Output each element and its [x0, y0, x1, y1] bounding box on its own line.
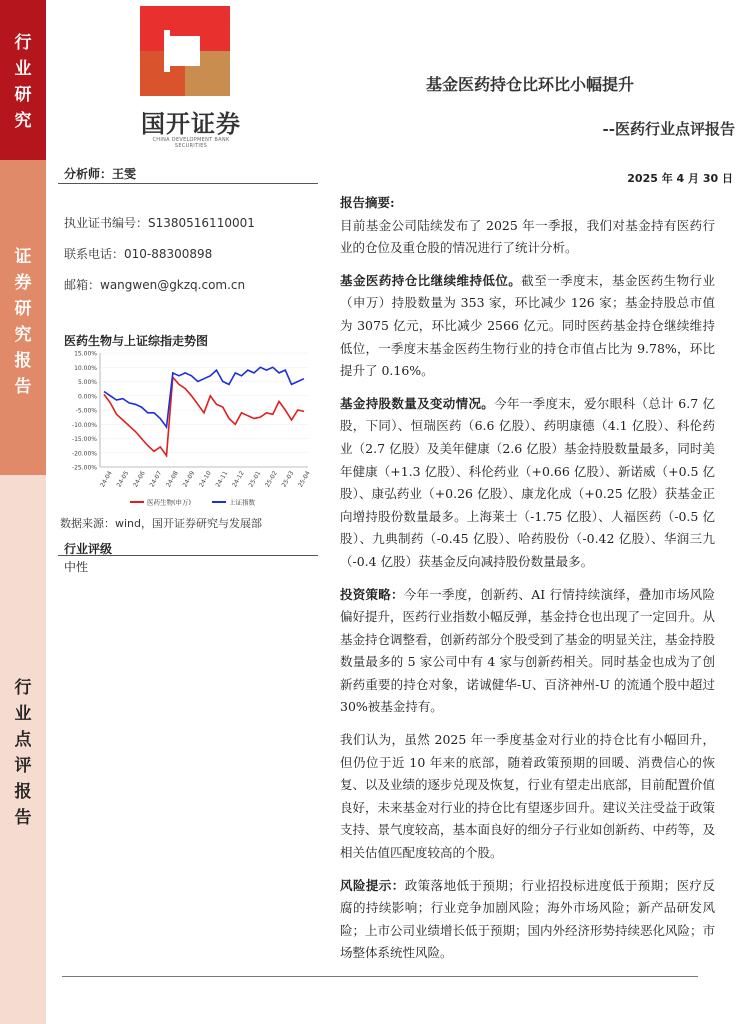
- paragraph-share-changes: 基金持股数量及变动情况。今年一季度末，爱尔眼科（总计 6.7 亿股，下同）、恒瑞医药（6.6 亿股）、药明康德（4.1 亿股）、科伦药业（2.7 亿股）及美年健康（2.6 亿股）基金持股数量最多，同时美年健康（+1.3 亿股）、科伦药业（+0.66 亿股）、新诺威（+0.5 亿股）、康弘药业（+0.26 亿股）、康龙化成（+0.25 亿股）获基金正向增持股份数量最多。上海莱士（-1.75 亿股）、人福医药（-0.5 亿股）、九典制药（-0.45 亿股）、哈药股份（-0.42 亿股）、华润三九（-0.4 亿股）获基金反向减持股份数量最多。: [340, 395, 715, 569]
- sidebar-bottom: [0, 475, 46, 1024]
- y-tick-label: -25.00%: [71, 464, 97, 472]
- series-line: [104, 367, 304, 427]
- y-tick-label: -10.00%: [71, 421, 97, 429]
- legend-label: 上证指数: [229, 498, 255, 507]
- rating-value: 中性: [64, 560, 89, 574]
- paragraph-holdings: 基金医药持仓比继续维持低位。截至一季度末，基金医药生物行业（申万）持股数量为 353 家，环比减少 126 家；基金持股总市值为 3075 亿元，环比减少 2566 亿元。同时医药基金持仓继续维持低位，一季度末基金医药生物行业的持仓市值占比为 9.78%，环比提升了 0.16%。: [340, 272, 715, 379]
- paragraph-risks: 风险提示：政策落地低于预期；行业招投标进度低于预期；医疗反腐的持续影响；行业竞争加剧风险；海外市场风险；新产品研发风险；上市公司业绩增长低于预期；国内外经济形势持续恶化风险；市场整体系统性风险。: [340, 877, 716, 961]
- paragraph-heading: 基金医药持仓比继续维持低位。: [340, 272, 522, 288]
- x-tick-label: 24-08: [165, 469, 180, 489]
- paragraph-heading: 风险提示：: [340, 877, 405, 893]
- company-logo: [130, 6, 250, 149]
- paragraph-heading: 基金持股数量及变动情况。: [340, 395, 495, 411]
- summary-heading: 报告摘要:: [340, 195, 395, 210]
- divider: [58, 555, 318, 556]
- logo-name: 国开证券: [141, 109, 241, 138]
- x-tick-label: 24-07: [148, 469, 164, 489]
- sidebar-middle-label: 证 券 研 究 报 告: [14, 247, 32, 397]
- chart-title: 医药生物与上证综指走势图: [64, 334, 209, 348]
- x-tick-label: 24-12: [231, 469, 246, 489]
- x-tick-label: 25-01: [247, 469, 263, 489]
- y-tick-label: -15.00%: [71, 436, 97, 443]
- x-tick-label: 24-10: [198, 469, 213, 489]
- phone-number: 联系电话：010-88300898: [64, 247, 213, 261]
- rating-title: 行业评级: [64, 542, 113, 556]
- x-tick-label: 24-09: [181, 469, 197, 489]
- x-tick-label: 24-06: [132, 469, 147, 489]
- sidebar-top-label: 行 业 研 究: [14, 33, 32, 131]
- paragraph-outlook: 我们认为，虽然 2025 年一季度基金对行业的持仓比有小幅回升，但仍位于近 10 年来的底部，随着政策预期的回暖、消费信心的恢复、以及业绩的逐步兑现及恢复，行业有望走出底部，目前配置价值良好，未来基金对行业的持仓比有望逐步回升。建议关注受益于政策支持、景气度较高，基本面良好的细分子行业如创新药、中药等，及相关估值匹配度较高的个股。: [340, 732, 716, 861]
- cert-number: 执业证书编号：S1380516110001: [64, 216, 255, 230]
- legend-label: 医药生物(申万): [147, 498, 192, 507]
- footer-divider: [62, 976, 698, 977]
- chart-source: 数据来源：wind，国开证券研究与发展部: [60, 517, 263, 530]
- series-line: [104, 377, 304, 455]
- x-tick-label: 24-04: [99, 469, 114, 489]
- x-tick-label: 25-04: [297, 469, 312, 489]
- report-body: [340, 192, 715, 975]
- x-tick-label: 24-11: [214, 469, 230, 489]
- logo-mark-icon: [140, 6, 230, 96]
- logo-subtitle: CHINA DEVELOPMENT BANK SECURITIES: [152, 137, 230, 149]
- analyst-name: 分析师：王雯: [64, 167, 137, 181]
- y-tick-label: 15.00%: [74, 350, 97, 358]
- y-tick-label: -20.00%: [71, 450, 97, 458]
- y-tick-label: 5.00%: [77, 379, 97, 386]
- paragraph-strategy: 投资策略：今年一季度，创新药、AI 行情持续演绎，叠加市场风险偏好提升，医药行业指数小幅反弹，基金持仓也出现了一定回升。从基金持仓调整看，创新药部分个股受到了基金的明显关注，基金持股数量最多的 5 家公司中有 4 家与创新药相关。同时基金也成为了创新药重要的持仓对象，诺诚健华-U、百济神州-U 的流通个股中超过 30%被基金持有。: [340, 586, 716, 715]
- trend-chart-svg: [58, 347, 315, 512]
- paragraph-heading: 投资策略：: [340, 586, 404, 602]
- sidebar-middle: [0, 160, 46, 475]
- y-tick-label: -5.00%: [75, 407, 97, 415]
- trend-chart: [58, 347, 315, 512]
- y-tick-label: 10.00%: [74, 364, 97, 372]
- x-tick-label: 25-02: [264, 469, 279, 489]
- report-title: 基金医药持仓比环比小幅提升: [425, 75, 634, 94]
- report-date: 2025 年 4 月 30 日: [627, 172, 733, 185]
- paragraph-intro: 目前基金公司陆续发布了 2025 年一季报，我们对基金持有医药行业的仓位及重仓股的情况进行了统计分析。: [340, 217, 715, 256]
- divider: [58, 183, 318, 184]
- email-address[interactable]: 邮箱：wangwen@gkzq.com.cn: [64, 278, 246, 292]
- sidebar-top: [0, 0, 46, 160]
- y-tick-label: 0.00%: [77, 393, 97, 401]
- sidebar-bottom-label: 行 业 点 评 报 告: [14, 678, 32, 828]
- x-tick-label: 24-05: [115, 469, 131, 489]
- report-subtitle: --医药行业点评报告: [602, 120, 735, 138]
- x-tick-label: 25-03: [280, 469, 296, 489]
